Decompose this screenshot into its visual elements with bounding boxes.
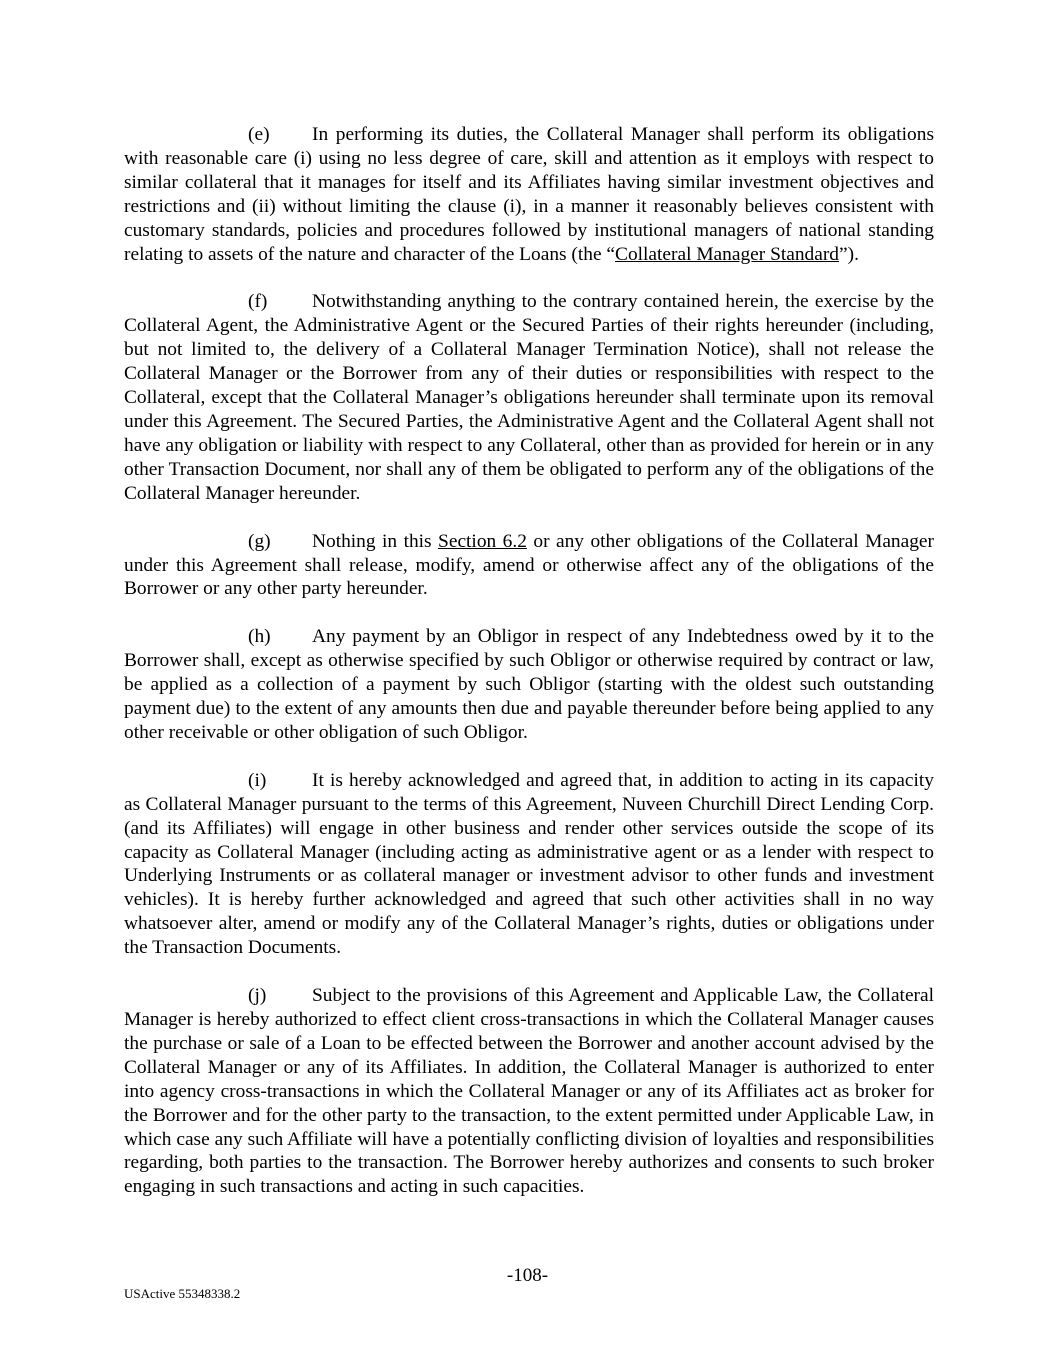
paragraph-g <box>124 530 934 602</box>
paragraph-label: (h) <box>248 626 271 648</box>
paragraph-e <box>124 123 934 266</box>
paragraph-text: Subject to the provisions of this Agreement and Applicable Law, the Collateral Manager is hereby authorized to effect client cross-transactions in which the Collateral Manager causes the purchase or sale of a Loan to be effected between the Borrower and another account advised by the Collateral Manager or any of its Affiliates. In addition, the Collateral Manager is authorized to enter into agency cross-transactions in which the Collateral Manager or any of its Affiliates act as broker for the Borrower and for the other party to the transaction, to the extent permitted under Applicable Law, in which case any such Affiliate will have a potentially conflicting division of loyalties and responsibilities regarding, both parties to the transaction. The Borrower hereby authorizes and consents to such broker engaging in such transactions and acting in such capacities. <box>124 985 934 1198</box>
paragraph-text: Nothing in this <box>312 530 439 552</box>
document-id: USActive 55348338.2 <box>124 1286 241 1301</box>
paragraph-text: In performing its duties, the Collateral Manager shall perform its obligations with reasonable care (i) using no less degree of care, skill and attention as it employs with respect to similar collateral that it manages for itself and its Affiliates having similar investment objectives and restrictions and (ii) without limiting the clause (i), in a manner it reasonably believes consistent with customary standards, policies and procedures followed by institutional managers of national standing relating to assets of the nature and character of the Loans (the “ <box>124 124 934 265</box>
paragraph-label: (g) <box>248 530 271 552</box>
paragraph-text: Notwithstanding anything to the contrary contained herein, the exercise by the Collateral Agent, the Administrative Agent or the Secured Parties of their rights hereunder (including, but not limited to, the delivery of a Collateral Manager Termination Notice), shall not release the Collateral Manager or the Borrower from any of their duties or responsibilities with respect to the Collateral, except that the Collateral Manager’s obligations hereunder shall terminate upon its removal under this Agreement. The Secured Parties, the Administrative Agent and the Collateral Agent shall not have any obligation or liability with respect to any Collateral, other than as provided for herein or in any other Transaction Document, nor shall any of them be obligated to perform any of the obligations of the Collateral Manager hereunder. <box>124 291 934 504</box>
paragraph-j <box>124 984 934 1199</box>
paragraph-i <box>124 769 934 960</box>
paragraph-text: or any other obligations of the Collateral Manager under this Agreement shall release, modify, amend or otherwise affect any of the obligations of the Borrower or any other party hereunder. <box>124 530 934 600</box>
paragraph-text: It is hereby acknowledged and agreed that, in addition to acting in its capacity as Collateral Manager pursuant to the terms of this Agreement, Nuveen Churchill Direct Lending Corp. (and its Affiliates) will engage in other business and render other services outside the scope of its capacity as Collateral Manager (including acting as administrative agent or as a lender with respect to Underlying Instruments or as collateral manager or investment advisor to other funds and investment vehicles). It is hereby further acknowledged and agreed that such other activities shall in no way whatsoever alter, amend or modify any of the Collateral Manager’s rights, duties or obligations under the Transaction Documents. <box>124 769 934 959</box>
paragraph-f <box>124 290 934 505</box>
body-text <box>124 123 934 1223</box>
paragraph-text: Any payment by an Obligor in respect of any Indebtedness owed by it to the Borrower shall, except as otherwise specified by such Obligor or otherwise required by contract or law, be applied as a collection of a payment by such Obligor (starting with the oldest such outstanding payment due) to the extent of any amounts then due and payable thereunder before being applied to any other receivable or other obligation of such Obligor. <box>124 626 934 743</box>
page-number: -108- <box>506 1265 549 1286</box>
paragraph-h <box>124 625 934 745</box>
defined-term: Collateral Manager Standard <box>615 243 840 265</box>
paragraph-label: (f) <box>248 291 268 313</box>
paragraph-label: (i) <box>248 769 267 791</box>
paragraph-label: (e) <box>248 124 270 145</box>
paragraph-text: ”). <box>839 243 859 265</box>
section-reference: Section 6.2 <box>438 530 527 552</box>
paragraph-label: (j) <box>248 985 267 1007</box>
